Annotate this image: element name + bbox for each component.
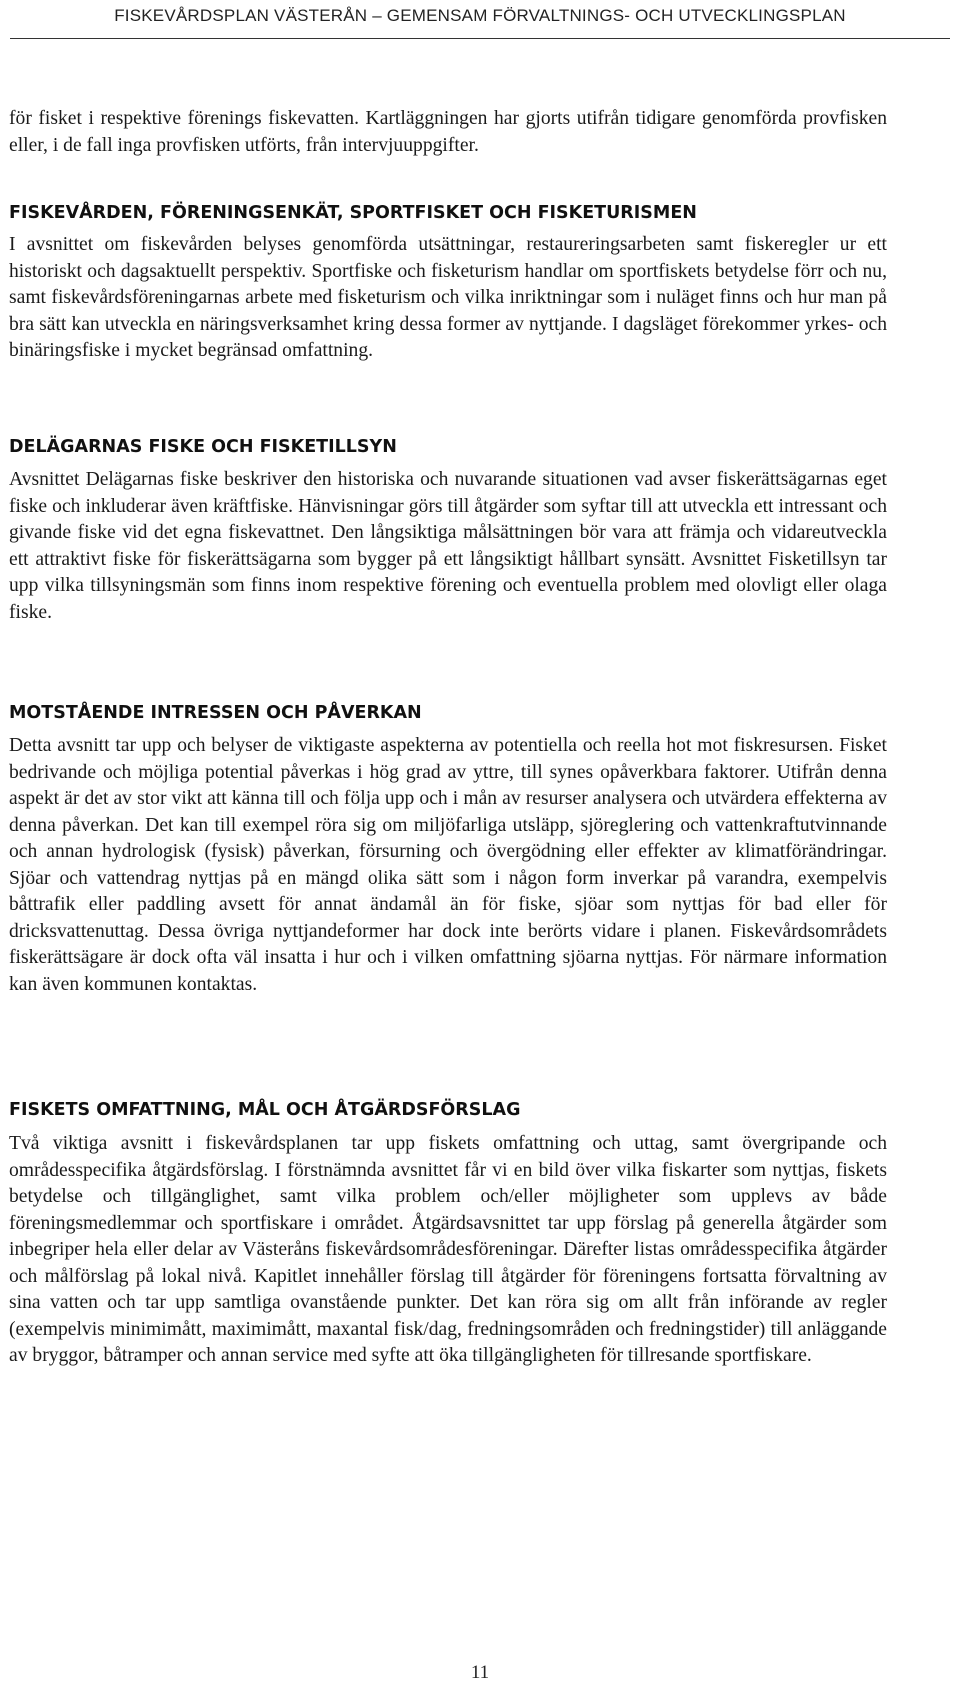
section-heading-motstaende-intressen: MOTSTÅENDE INTRESSEN OCH PÅVERKAN (9, 703, 422, 723)
page-number: 11 (470, 1662, 490, 1683)
section-body-motstaende-intressen: Detta avsnitt tar upp och belyser de viktigaste aspekterna av potentiella och reella hot mot fiskresursen. Fisket bedrivande och möjliga potential påverkas i hög grad av yttre, till synes opåverkbara faktorer. Utifrån denna aspekt är det av stor vikt att känna till och följa upp och i mån av resurser analysera och utvärdera effekterna av denna påverkan. Det kan till exempel röra sig om miljöfarliga utsläpp, sjöreglering och vattenkraftutvinnande och annan hydrologisk (fysisk) påverkan, försurning och övergödning eller effekter av klimatförändringar. Sjöar och vattendrag nyttjas på en mängd olika sätt som i någon form inverkar på varandra, exempelvis båttrafik eller paddling avsett för annat ändamål än för fiske, sjöar som nyttjas för bad eller för dricksvattenuttag. Dessa övriga nyttjandeformer har dock inte berörts vidare i planen. Fiskevårdsområdets fiskerättsägare är dock ofta väl insatta i hur och i vilken omfattning sjöarna nyttjas. För närmare information kan även kommunen kontaktas. (9, 735, 887, 995)
header-divider (10, 38, 950, 39)
intro-paragraph: för fisket i respektive förenings fiskevatten. Kartläggningen har gjorts utifrån tidigare genomförda provfisken eller, i de fall inga provfisken utförts, från intervjuuppgifter. (9, 108, 887, 156)
section-heading-fiskets-omfattning: FISKETS OMFATTNING, MÅL OCH ÅTGÄRDSFÖRSLAG (9, 1100, 521, 1120)
running-header: FISKEVÅRDSPLAN VÄSTERÅN – GEMENSAM FÖRVALTNINGS- OCH UTVECKLINGSPLAN (114, 6, 846, 25)
section-heading-delagarnas-fiske: DELÄGARNAS FISKE OCH FISKETILLSYN (9, 437, 397, 457)
section-heading-fiskevarden: FISKEVÅRDEN, FÖRENINGSENKÄT, SPORTFISKET OCH FISKETURISMEN (9, 203, 697, 223)
section-body-delagarnas-fiske: Avsnittet Delägarnas fiske beskriver den historiska och nuvarande situationen vad avser fiskerättsägarnas eget fiske och inkluderar även kräftfiske. Hänvisningar görs till åtgärder som syftar till att utveckla ett intressant och givande fiske vid det egna fiskevattnet. Den långsiktiga målsättningen bör vara att främja och vidareutveckla ett attraktivt fiske för fiskerättsägarna som bygger på ett långsiktigt hållbart synsätt. Avsnittet Fisketillsyn tar upp vilka tillsyningsmän som finns inom respektive förening och eventuella problem med olovligt eller olaga fiske. (9, 469, 887, 623)
section-body-fiskets-omfattning: Två viktiga avsnitt i fiskevårdsplanen tar upp fiskets omfattning och uttag, samt övergripande och områdesspecifika åtgärdsförslag. I förstnämnda avsnittet får vi en bild över vilka fiskarter som nyttjas, fiskets betydelse och tillgänglighet, samt vilka problem och/eller möjligheter som upplevs av både föreningsmedlemmar och sportfiskare i området. Åtgärdsavsnittet tar upp förslag på generella åtgärder som inbegriper hela eller delar av Västeråns fiskevårdsområdesföreningar. Därefter listas områdesspecifika åtgärder och målförslag på lokal nivå. Kapitlet innehåller förslag till åtgärder för föreningens fortsatta förvaltning av sina vatten och tar upp samtliga ovanstående punkter. Det kan röra sig om allt från införande av regler (exempelvis minimimått, maximimått, maxantal fisk/dag, fredningsområden och fredningstider) till anläggande av bryggor, båtramper och annan service med syfte att öka tillgängligheten för tillresande sportfiskare. (9, 1133, 887, 1366)
section-body-fiskevarden: I avsnittet om fiskevården belyses genomförda utsättningar, restaureringsarbeten samt fiskeregler ur ett historiskt och dagsaktuellt perspektiv. Sportfiske och fisketurism handlar om sportfiskets betydelse förr och nu, samt fiskevårdsföreningarnas arbete med fisketurism och vilka inriktningar som i nuläget finns och hur man på bra sätt kan utveckla en näringsverksamhet kring dessa former av nyttjande. I dagsläget förekommer yrkes- och binäringsfiske i mycket begränsad omfattning. (9, 234, 887, 361)
